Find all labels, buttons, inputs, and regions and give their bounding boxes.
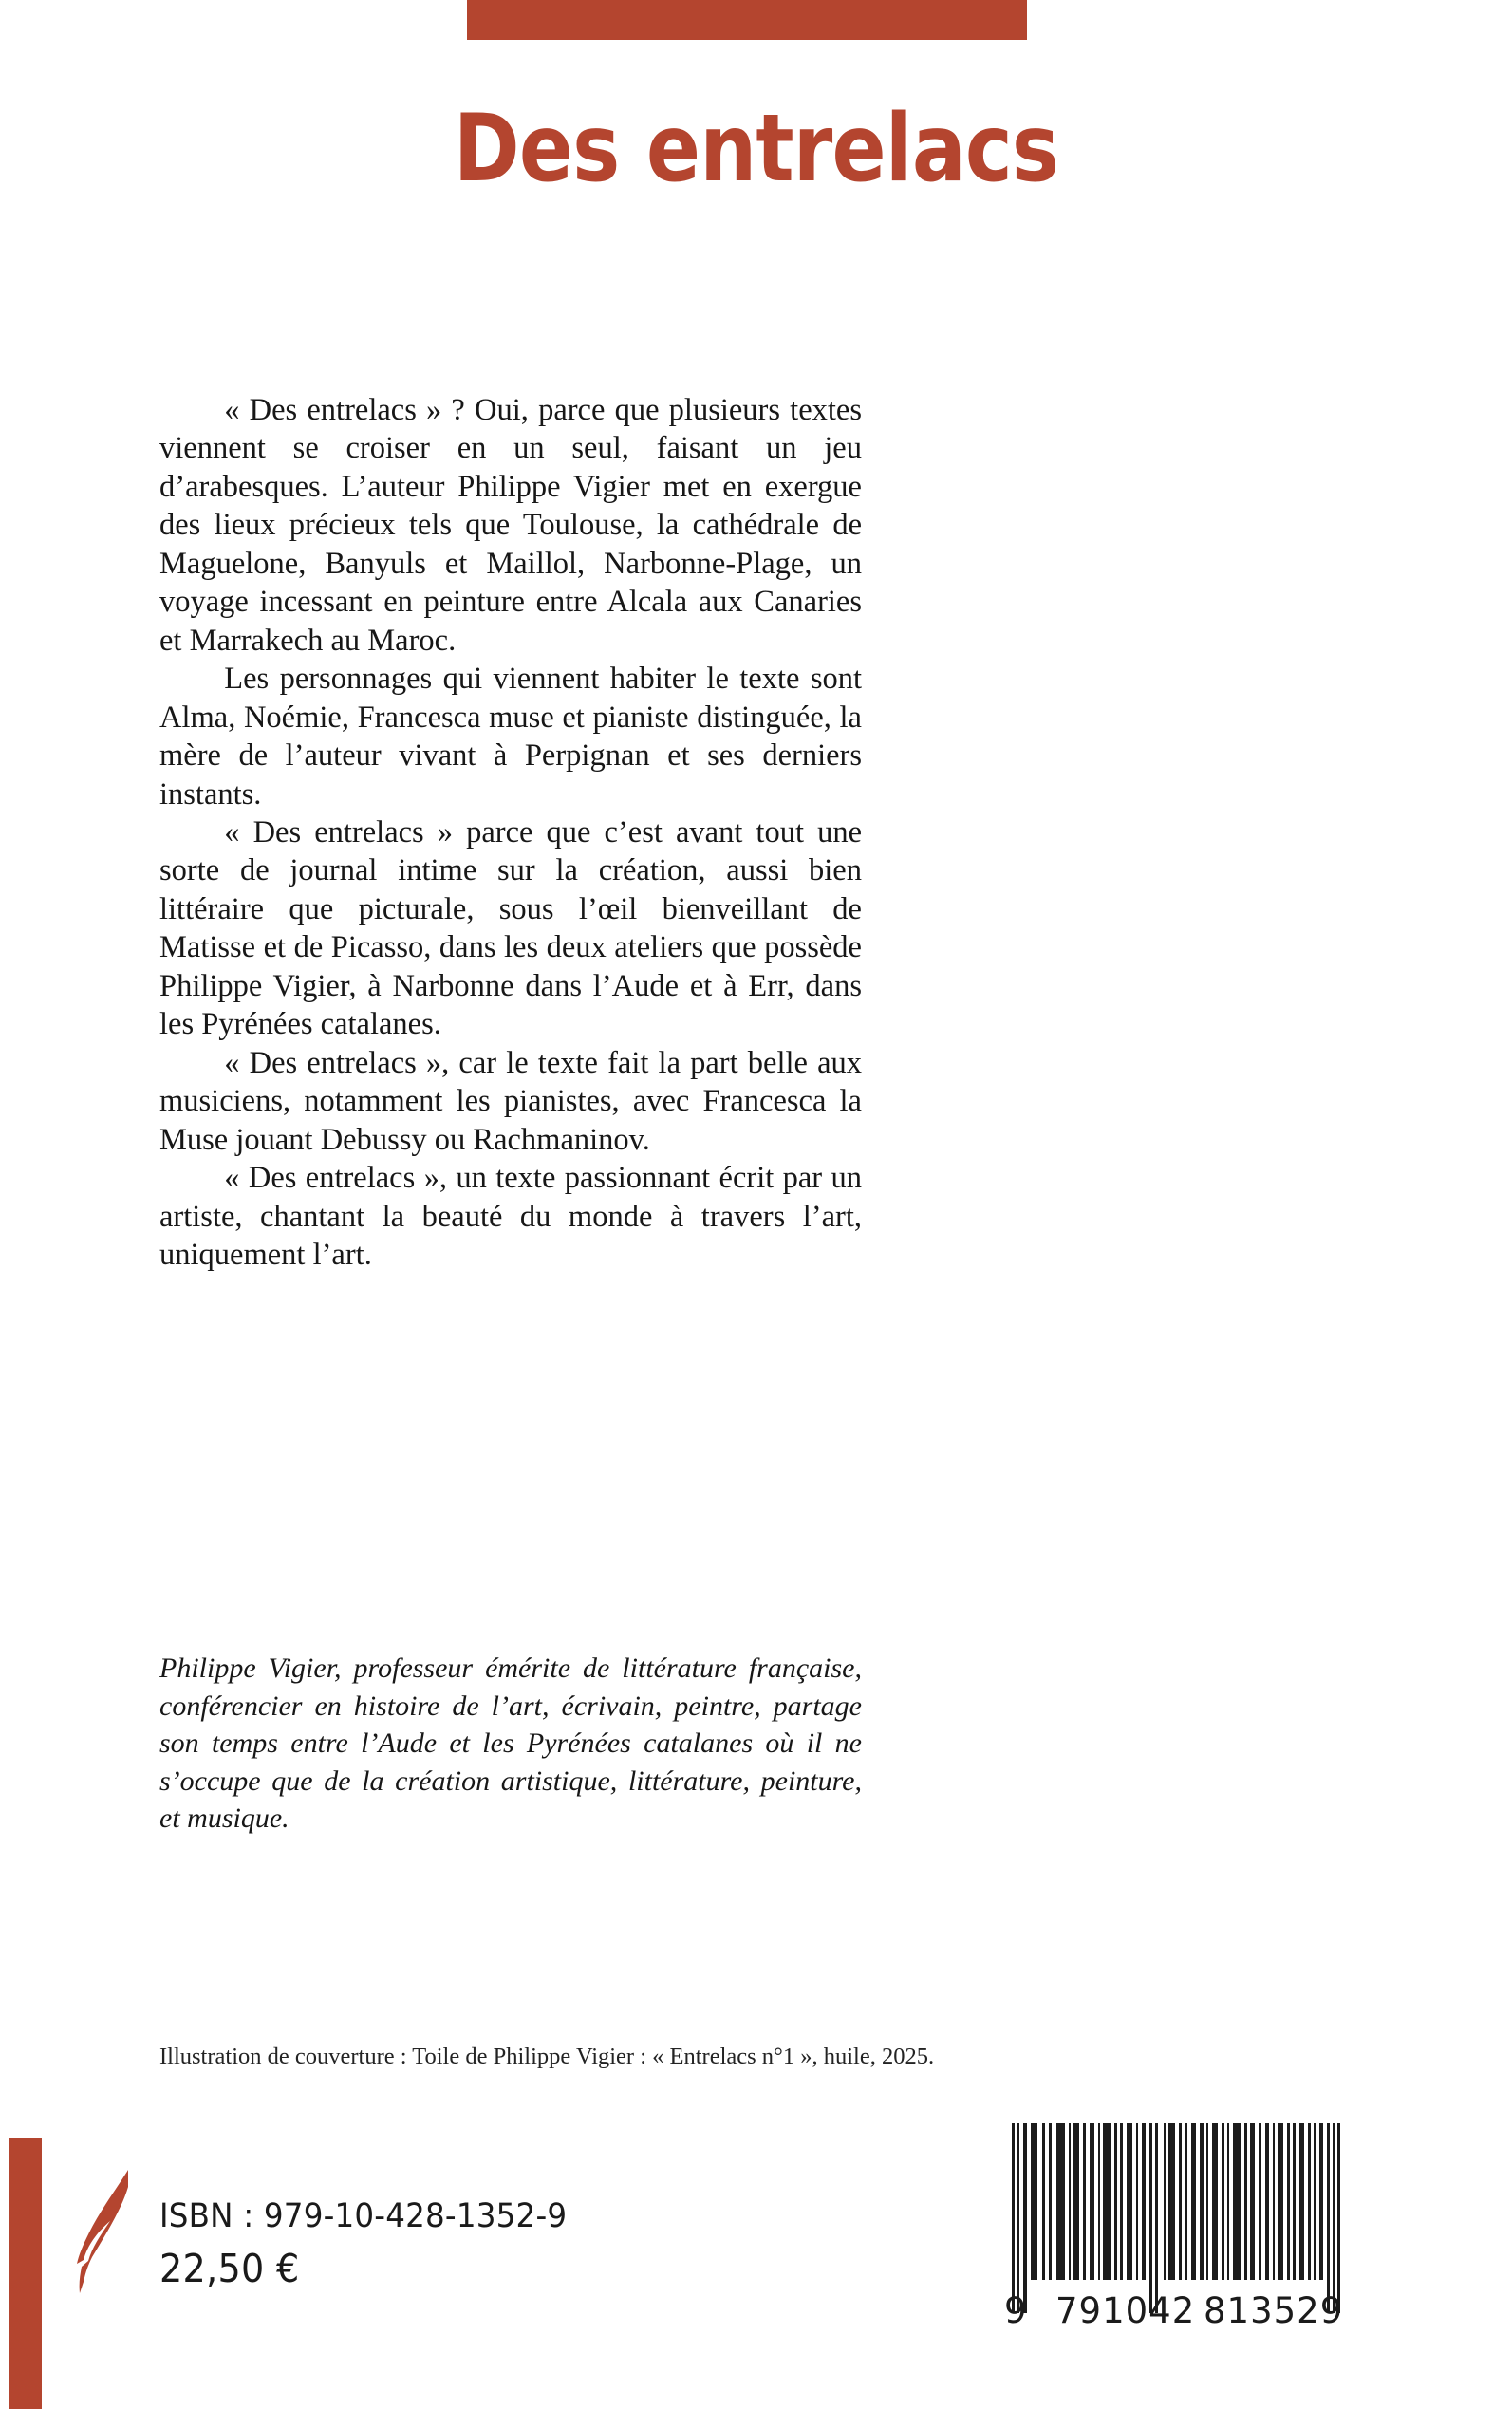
ean13-barcode xyxy=(1002,2123,1342,2380)
blurb-paragraph: Les personnages qui viennent habiter le texte sont Alma, Noémie, Francesca muse et pianiste distinguée, la mère de l’auteur vivant à Perpignan et ses derniers instants. xyxy=(159,662,862,812)
price-value: 22,50 € xyxy=(159,2246,300,2291)
author-bio-text: Philippe Vigier, professeur émérite de littérature française, conférencier en histoire de l’art, écrivain, peintre, partage son temps entre l’Aude et les Pyrénées catalanes où il ne s’occupe que de la création artistique, littérature, peinture, et musique. xyxy=(159,1653,862,1835)
blurb-paragraph: « Des entrelacs », un texte passionnant écrit par un artiste, chantant la beauté du monde à travers l’art, uniquement l’art. xyxy=(159,1161,862,1272)
isbn-price-block xyxy=(159,2197,598,2291)
author-bio xyxy=(159,1650,862,1838)
page-title: Des entrelacs xyxy=(453,95,1059,203)
barcode-digit-group-right: 813529 xyxy=(1204,2290,1344,2331)
cover-illustration-credit: Illustration de couverture : Toile de Philippe Vigier : « Entrelacs n°1 », huile, 2025. xyxy=(159,2044,935,2069)
isbn-value: ISBN : 979-10-428-1352-9 xyxy=(159,2197,568,2235)
blurb-text xyxy=(159,391,862,1274)
blurb-paragraph: « Des entrelacs » parce que c’est avant tout une sorte de journal intime sur la création, aussi bien littéraire que picturale, sous l’œil bienveillant de Matisse et de Picasso, dans les deux ateliers que possède Philippe Vigier, à Narbonne dans l’Aude et à Err, dans les Pyrénées catalanes. xyxy=(159,814,862,1042)
barcode-digits xyxy=(1002,2290,1342,2334)
blurb-paragraph: « Des entrelacs » ? Oui, parce que plusieurs textes viennent se croiser en un seul, faisant un jeu d’arabesques. L’auteur Philippe Vigier met en exergue des lieux précieux tels que Toulouse, la cathédrale de Maguelone, Banyuls et Maillol, Narbonne-Plage, un voyage incessant en peinture entre Alcala aux Canaries et Marrakech au Maroc. xyxy=(159,393,862,658)
barcode-digit-group-left: 9 xyxy=(1004,2290,1028,2331)
quill-feather-icon xyxy=(68,2166,135,2294)
left-accent-rule xyxy=(9,2138,42,2409)
barcode-digit-group-middle: 791042 xyxy=(1055,2290,1196,2331)
barcode-bars xyxy=(1002,2123,1342,2313)
blurb-paragraph: « Des entrelacs », car le texte fait la part belle aux musiciens, notamment les pianistes, avec Francesca la Muse jouant Debussy ou Rachmaninov. xyxy=(159,1045,862,1157)
top-accent-bar xyxy=(467,0,1027,40)
